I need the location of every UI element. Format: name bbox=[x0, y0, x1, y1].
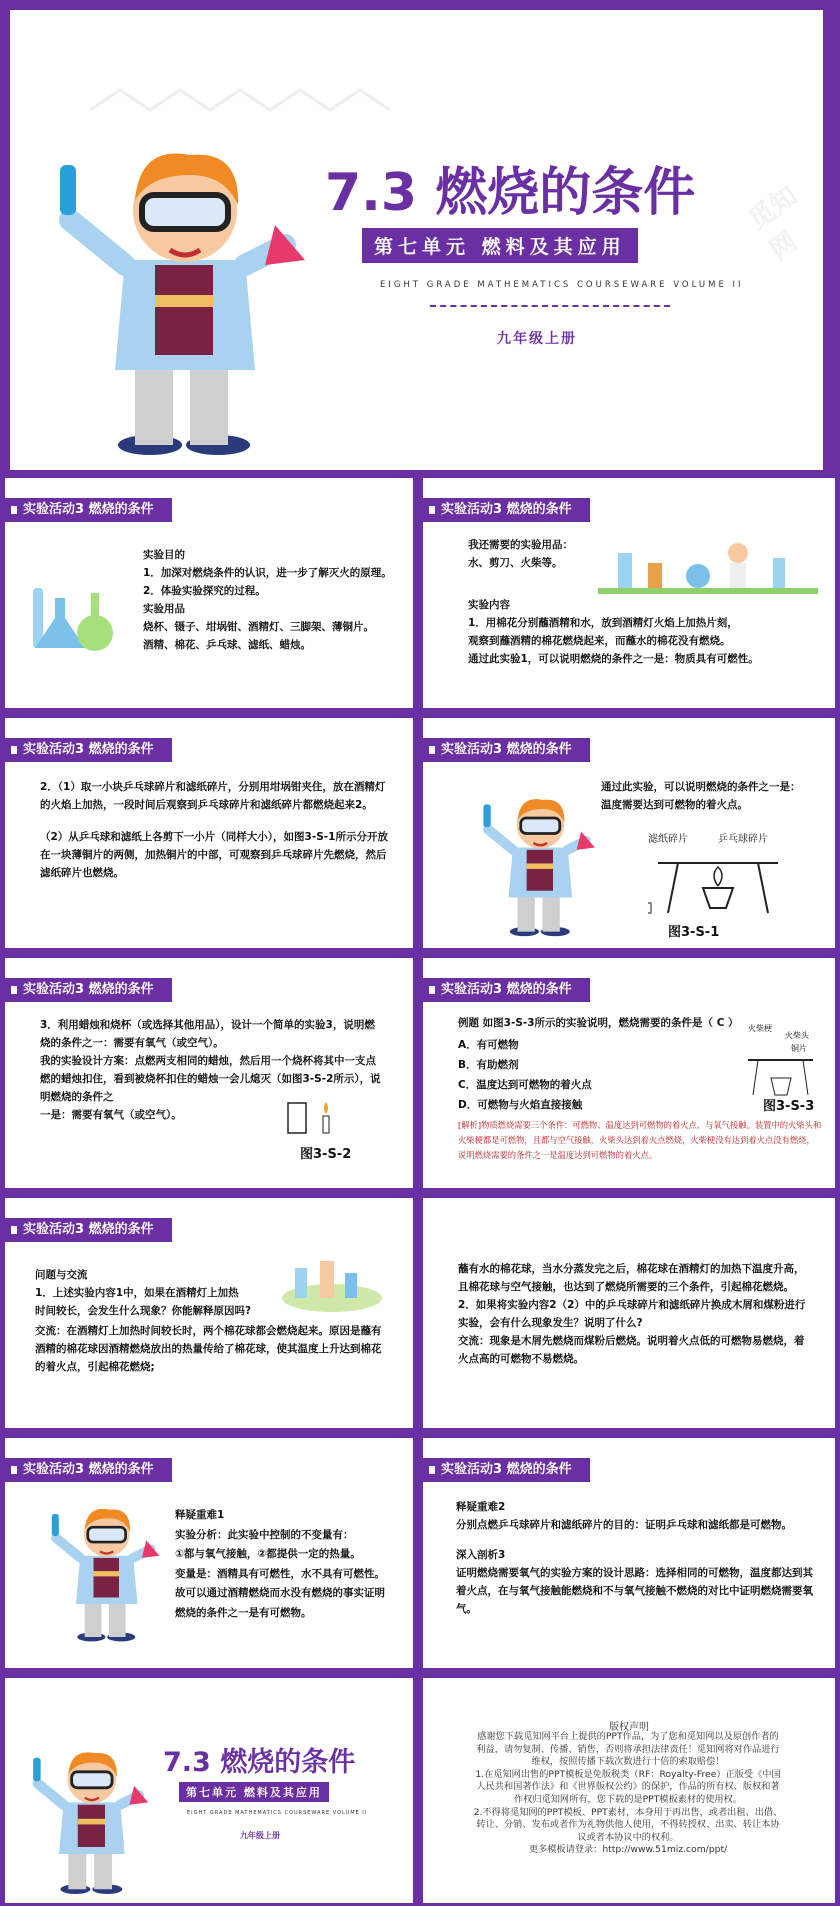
copyright-heading: 版权声明 bbox=[609, 1722, 649, 1733]
section-tag: 实验活动3 燃烧的条件 bbox=[423, 978, 590, 1002]
cover-slide bbox=[10, 10, 823, 470]
option-a: A．有可燃物 bbox=[458, 1039, 519, 1051]
slide-experiment-content bbox=[423, 478, 835, 708]
figure-caption: 图3-S-1 bbox=[668, 925, 720, 940]
section-tag: 实验活动3 燃烧的条件 bbox=[5, 738, 172, 762]
cover-divider bbox=[430, 305, 670, 307]
materials-text: 我还需要的实验用品： 水、剪刀、火柴等。 bbox=[468, 539, 573, 569]
label-match-stick: 火柴梗 bbox=[748, 1024, 772, 1033]
option-b: B．有助燃剂 bbox=[458, 1059, 519, 1071]
slide-discussion-continued bbox=[423, 1198, 835, 1428]
slide-question-discussion bbox=[5, 1198, 413, 1428]
discussion-text: 蘸有水的棉花球，当水分蒸发完之后，棉花球在酒精灯的加热下温度升高，且棉花球与空气接触，也达到了燃烧所需要的三个条件，引起棉花燃烧。 2．如果将实验内容2（2）中的乒乓球碎片和滤纸碎片换成木屑和煤粉进行实验，会有什么现象发生？说明了什么? 交流：现象是木屑先燃烧而煤粉后燃烧。说明着火点低的可燃物易燃烧，着火点高的可燃物不易燃烧。 bbox=[458, 1263, 806, 1365]
answer-options bbox=[458, 1035, 708, 1115]
experiment3-text: 3．利用蜡烛和烧杯（或选择其他用品），设计一个简单的实验3，说明燃烧的条件之一：需要有氧气（或空气）。 我的实验设计方案：点燃两支相同的蜡烛，然后用一个烧杯将其中一支点燃的蜡烛扣住，看到被烧杯扣住的蜡烛一会儿熄灭（如图3-S-2所示），说明燃烧的条件之 一是：需要有氧气（或空气）。 bbox=[40, 1019, 381, 1121]
closing-title: 7.3 燃烧的条件 bbox=[163, 1747, 356, 1778]
key-point-2-text: 释疑重难2 分别点燃乒乓球碎片和滤纸碎片的目的：证明乒乓球和滤纸都是可燃物。 深入剖析3 证明燃烧需要氧气的实验方案的设计思路：选择相同的可燃物，温度都达到其着火点，在与氧气接触能燃烧和不与氧气接触不燃烧的对比中证明燃烧需要氧气。 bbox=[456, 1501, 813, 1615]
scientist-boy-illustration bbox=[27, 1746, 152, 1901]
molecule-decoration bbox=[70, 30, 430, 150]
discussion-answer: 交流：在酒精灯上加热时间较长时，两个棉花球都会燃烧起来。原因是蘸有酒精的棉花球因酒精燃烧放出的热量传给了棉花球，使其温度上升达到棉花的着火点，引起棉花燃烧; bbox=[35, 1325, 382, 1373]
slide-experiment3 bbox=[5, 958, 413, 1188]
flasks-icon bbox=[25, 578, 120, 658]
section-tag: 实验活动3 燃烧的条件 bbox=[5, 498, 172, 522]
scientist-boy-illustration bbox=[50, 140, 310, 470]
conclusion-text: 通过此实验，可以说明燃烧的条件之一是： 温度需要达到可燃物的着火点。 bbox=[601, 781, 801, 811]
key-point-text: 释疑重难1 实验分析：此实验中控制的不变量有： ①都与氧气接触，②都提供一定的热量。 变量是：酒精具有可燃性，水不具有可燃性。 故可以通过酒精燃烧而水没有燃烧的事实证明 燃烧的条件之一是有可燃物。 bbox=[175, 1509, 385, 1619]
slide-key-point-1 bbox=[5, 1438, 413, 1668]
slide-example-question bbox=[423, 958, 835, 1188]
example-question: 例题 如图3-S-3所示的实验说明，燃烧需要的条件是（ C ） bbox=[458, 1017, 739, 1029]
figure-3s3-diagram bbox=[743, 1040, 818, 1100]
closing-cover-slide bbox=[5, 1678, 413, 1903]
section-tag: 实验活动3 燃烧的条件 bbox=[423, 1458, 590, 1482]
copyright-slide bbox=[423, 1678, 835, 1903]
scientist-boy-illustration bbox=[47, 1503, 162, 1648]
lab-equipment-illustration bbox=[598, 538, 818, 598]
closing-grade: 九年级上册 bbox=[240, 1831, 280, 1840]
experiment2-text: 2．（1）取一小块乒乓球碎片和滤纸碎片，分别用坩埚钳夹住，放在酒精灯的火焰上加热，一段时间后观察到乒乓球碎片和滤纸碎片都燃烧起来2。 （2）从乒乓球和滤纸上各剪下一小片（同样大小），如图3-S-1所示分开放在一块薄铜片的两侧，加热铜片的中部，可观察到乒乓球碎片先燃烧，然后滤纸碎片也燃烧。 bbox=[40, 781, 388, 879]
slide-key-point-2 bbox=[423, 1438, 835, 1668]
analysis-text: [解析]物质燃烧需要三个条件：可燃物、温度达到可燃物的着火点、与氧气接触。装置中的火柴头和火柴梗都是可燃物，且都与空气接触，火柴头达到着火点燃烧，火柴梗没有达到着火点没有燃烧，说明燃烧需要的条件之一是温度达到可燃物的着火点。 bbox=[458, 1120, 822, 1160]
label-match-head: 火柴头 bbox=[785, 1031, 809, 1040]
watermark: 觅知网 bbox=[743, 181, 804, 266]
figure-3s2-diagram bbox=[283, 1098, 353, 1138]
lab-scene-illustration bbox=[280, 1253, 385, 1313]
cover-english: EIGHT GRADE MATHEMATICS COURSEWARE VOLUME II bbox=[380, 280, 744, 290]
label-filter-paper: 滤纸碎片 bbox=[648, 834, 688, 845]
slide-experiment-purpose bbox=[5, 478, 413, 708]
figure-caption: 图3-S-2 bbox=[300, 1147, 352, 1162]
section-tag: 实验活动3 燃烧的条件 bbox=[423, 498, 590, 522]
copyright-body: 感谢您下载觅知网平台上提供的PPT作品，为了您和觅知网以及原创作者的利益，请勿复制、传播、销售，否则将承担法律责任！觅知网将对作品进行维权，按照传播下载次数进行十倍的索取赔偿！ 1.在觅知网出售的PPT模板是免版税类（RF：Royalty-Free）正版受《中国人民共和国著作法》和《世界版权公约》的保护，作品的所有权、版权和著作权归觅知网所有，您下载的是PPT模板素材的使用权。 2.不得将觅知网的PPT模板、PPT素材，本身用于再出售，或者出租、出借、转让、分销、发布或者作为礼物供他人使用，不得转授权、出卖、转让本协议或者本协议中的权利。 更多模板请登录：http://www.51miz.com/ppt/ bbox=[473, 1731, 783, 1856]
scientist-boy-illustration bbox=[478, 793, 598, 943]
closing-english: EIGHT GRADE MATHEMATICS COURSEWARE VOLUME II bbox=[187, 1810, 368, 1816]
cover-title: 7.3 燃烧的条件 bbox=[325, 163, 696, 223]
cover-subtitle: 第七单元 燃料及其应用 bbox=[362, 228, 638, 263]
slide-figure-3s1 bbox=[423, 718, 835, 948]
section-tag: 实验活动3 燃烧的条件 bbox=[423, 738, 590, 762]
section-tag: 实验活动3 燃烧的条件 bbox=[5, 1458, 172, 1482]
option-d: D．可燃物与火焰直接接触 bbox=[458, 1099, 583, 1111]
purpose-text: 实验目的 1．加深对燃烧条件的认识，进一步了解灭火的原理。 2．体验实验探究的过程。 实验用品 烧杯、镊子、坩埚钳、酒精灯、三脚架、薄铜片。 酒精、棉花、乒乓球、滤纸、蜡烛。 bbox=[143, 549, 392, 651]
section-tag: 实验活动3 燃烧的条件 bbox=[5, 978, 172, 1002]
slide-experiment2 bbox=[5, 718, 413, 948]
figure-caption: 图3-S-3 bbox=[763, 1099, 815, 1114]
section-tag: 实验活动3 燃烧的条件 bbox=[5, 1218, 172, 1242]
cover-grade: 九年级上册 bbox=[497, 331, 577, 347]
question-text: 问题与交流 1．上述实验内容1中，如果在酒精灯上加热 时间较长，会发生什么现象？你能解释原因吗? bbox=[35, 1269, 252, 1317]
label-copper-sheet: 铜片 bbox=[791, 1044, 807, 1053]
experiment1-text: 实验内容 1．用棉花分别蘸酒精和水，放到酒精灯火焰上加热片刻， 观察到蘸酒精的棉花燃烧起来，而蘸水的棉花没有燃烧。 通过此实验1，可以说明燃烧的条件之一是：物质具有可燃性。 bbox=[468, 599, 759, 665]
option-c: C．温度达到可燃物的着火点 bbox=[458, 1079, 592, 1091]
figure-3s1-diagram bbox=[648, 843, 798, 918]
closing-subtitle: 第七单元 燃料及其应用 bbox=[179, 1782, 329, 1802]
label-pingpong: 乒乓球碎片 bbox=[718, 834, 768, 845]
